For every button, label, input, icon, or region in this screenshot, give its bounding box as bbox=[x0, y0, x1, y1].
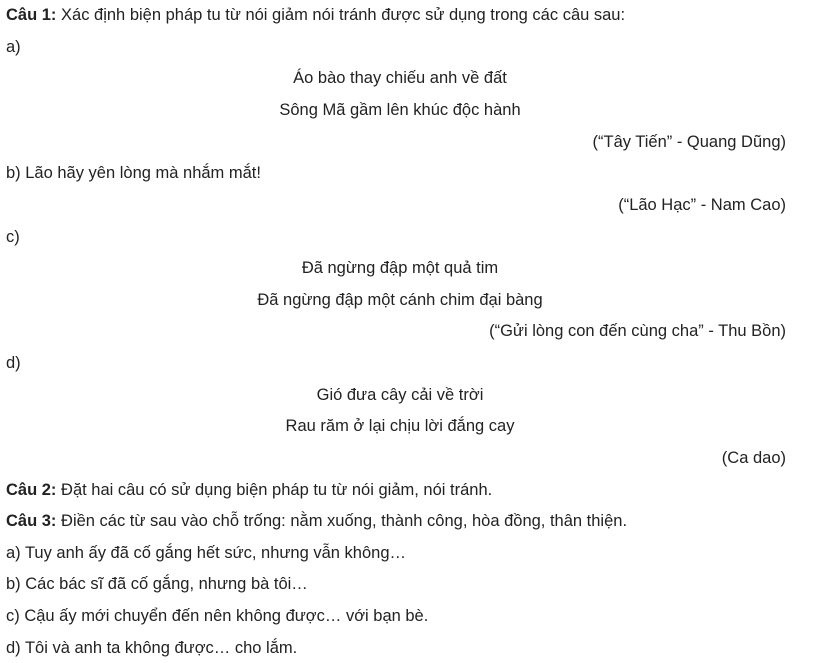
question-3-label: Câu 3: bbox=[6, 512, 57, 530]
question-2-text: Đặt hai câu có sử dụng biện pháp tu từ nói giảm, nói tránh. bbox=[56, 481, 493, 499]
question-3-answer-c: c) Cậu ấy mới chuyển đến nên không được… với bạn bè. bbox=[6, 607, 429, 625]
question-1-text: Xác định biện pháp tu từ nói giảm nói tránh được sử dụng trong các câu sau: bbox=[56, 6, 626, 24]
question-1 bbox=[6, 5, 625, 25]
item-c-verse-1: Đã ngừng đập một quả tim bbox=[301, 259, 499, 277]
item-c-source: (“Gửi lòng con đến cùng cha” - Thu Bồn) bbox=[489, 322, 786, 340]
question-3-answer-d: d) Tôi và anh ta không được… cho lắm. bbox=[6, 639, 298, 657]
question-2 bbox=[6, 480, 492, 500]
item-a-source: (“Tây Tiến” - Quang Dũng) bbox=[592, 133, 786, 151]
question-3 bbox=[6, 511, 627, 531]
item-b-source: (“Lão Hạc” - Nam Cao) bbox=[618, 196, 786, 214]
question-3-answer-b: b) Các bác sĩ đã cố gắng, nhưng bà tôi… bbox=[6, 575, 308, 593]
question-1-label: Câu 1: bbox=[6, 6, 57, 24]
item-a-verse-2: Sông Mã gầm lên khúc độc hành bbox=[279, 101, 521, 119]
item-a-verse-1: Áo bào thay chiếu anh về đất bbox=[293, 69, 507, 87]
item-d-label: d) bbox=[6, 354, 21, 372]
item-c-verse-2: Đã ngừng đập một cánh chim đại bàng bbox=[257, 291, 543, 309]
question-3-answer-a: a) Tuy anh ấy đã cố gắng hết sức, nhưng vẫn không… bbox=[6, 544, 407, 562]
item-c-label: c) bbox=[6, 228, 20, 246]
item-d-verse-1: Gió đưa cây cải về trời bbox=[316, 386, 484, 404]
item-a-label: a) bbox=[6, 38, 21, 56]
question-2-label: Câu 2: bbox=[6, 481, 57, 499]
item-d-source: (Ca dao) bbox=[721, 449, 786, 467]
item-d-verse-2: Rau răm ở lại chịu lời đắng cay bbox=[285, 417, 515, 435]
item-b-label: b) Lão hãy yên lòng mà nhắm mắt! bbox=[6, 164, 261, 182]
question-3-text: Điền các từ sau vào chỗ trống: nằm xuống, thành công, hòa đồng, thân thiện. bbox=[56, 512, 628, 530]
